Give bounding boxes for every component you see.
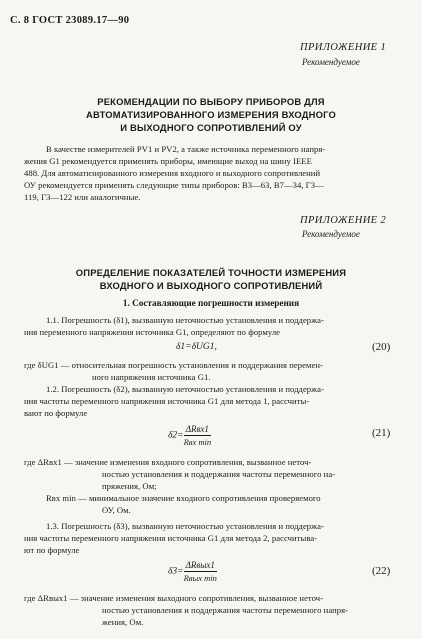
section1-paragraph-line1: В качестве измерителей PV1 и PV2, а также источника переменного напря- [46,144,326,154]
section1-paragraph-line4: ОУ рекомендуется применять следующие типы приборов: В3—63, В7—34, Г3— [24,180,324,190]
where22-line3: жения, Ом. [102,617,144,627]
appendix1-label: ПРИЛОЖЕНИЕ 1 [300,42,387,53]
formula-22-fraction [184,560,217,583]
formula-21-denominator: Rвх min [183,437,212,447]
section1-paragraph-line5: 119, Г3—122 или аналогичные. [24,192,141,202]
formula-21-fraction [184,424,212,447]
where21-line1: где ΔRвх1 — значение изменения входного сопротивления, вызванное неточ- [24,457,312,467]
p13-line3: ют по формуле [24,545,80,555]
appendix1-status: Рекомендуемое [302,57,360,67]
section1-title-line2: АВТОМАТИЗИРОВАННОГО ИЗМЕРЕНИЯ ВХОДНОГО [85,109,337,120]
formula-21-lhs: δ2= [168,430,184,441]
formula-22-denominator: Rвых min [183,573,217,583]
p12-line2: ния частоты переменного напряжения источника G1 для метода 1, рассчиты- [24,396,310,406]
p12-line3: вают по формуле [24,408,88,418]
where22-line1: где ΔRвых1 — значение изменения выходного сопротивления, вызванное неточ- [24,593,324,603]
appendix2-label: ПРИЛОЖЕНИЕ 2 [300,215,387,226]
section2-subtitle: 1. Составляющие погрешности измерения [122,298,300,308]
formula-21-numerator: ΔRвх1 [185,424,209,434]
page-header: С. 8 ГОСТ 23089.17—90 [10,15,130,26]
formula-20: δ1=δUG1, [176,342,217,352]
p11-line2: ния переменного напряжения источника G1, определяют по формуле [24,327,281,337]
formula-22 [168,560,217,583]
section1-title-line3: И ВЫХОДНОГО СОПРОТИВЛЕНИЙ ОУ [120,122,302,133]
section1-paragraph-line2: жения G1 рекомендуется применять приборы, имеющие выход на шину IEEE [24,156,312,166]
appendix2-status: Рекомендуемое [302,229,360,239]
where21-line3: пряжения, Ом; [102,481,157,491]
where20-line2: ного напряжения источника G1. [92,372,211,382]
p11-line1: 1.1. Погрешность (δ1), вызванную неточностью установления и поддержа- [46,315,324,325]
where21-line5: ОУ, Ом. [102,505,131,515]
section1-paragraph-line3: 488. Для автоматизированного измерения входного и выходного сопротивлений [24,168,321,178]
where22-line2: ностью установления и поддержания частоты переменного напря- [102,605,348,615]
formula-22-numerator: ΔRвых1 [185,560,215,570]
where20-line1: где δUG1 — относительная погрешность установления и поддержания перемен- [24,360,323,370]
p13-line1: 1.3. Погрешность (δ3), вызванную неточностью установления и поддержа- [46,521,324,531]
where21-line4: Rвх min — минимальное значение входного сопротивления проверяемого [46,493,321,503]
section2-title-line1: ОПРЕДЕЛЕНИЕ ПОКАЗАТЕЛЕЙ ТОЧНОСТИ ИЗМЕРЕНИЯ [75,267,347,278]
where21-line2: ностью установления и поддержания частоты переменного на- [102,469,336,479]
formula-21 [168,424,211,447]
equation-number-20: (20) [372,341,391,353]
equation-number-22: (22) [372,565,391,577]
p13-line2: ния частоты переменного напряжения источника G1 для метода 2, рассчитыва- [24,533,318,543]
section1-title-line1: РЕКОМЕНДАЦИИ ПО ВЫБОРУ ПРИБОРОВ ДЛЯ [97,96,325,107]
formula-22-lhs: δ3= [168,566,184,577]
p12-line1: 1.2. Погрешность (δ2), вызванную неточностью установления и поддержа- [46,384,324,394]
equation-number-21: (21) [372,427,391,439]
section2-title-line2: ВХОДНОГО И ВЫХОДНОГО СОПРОТИВЛЕНИЙ [99,280,323,291]
